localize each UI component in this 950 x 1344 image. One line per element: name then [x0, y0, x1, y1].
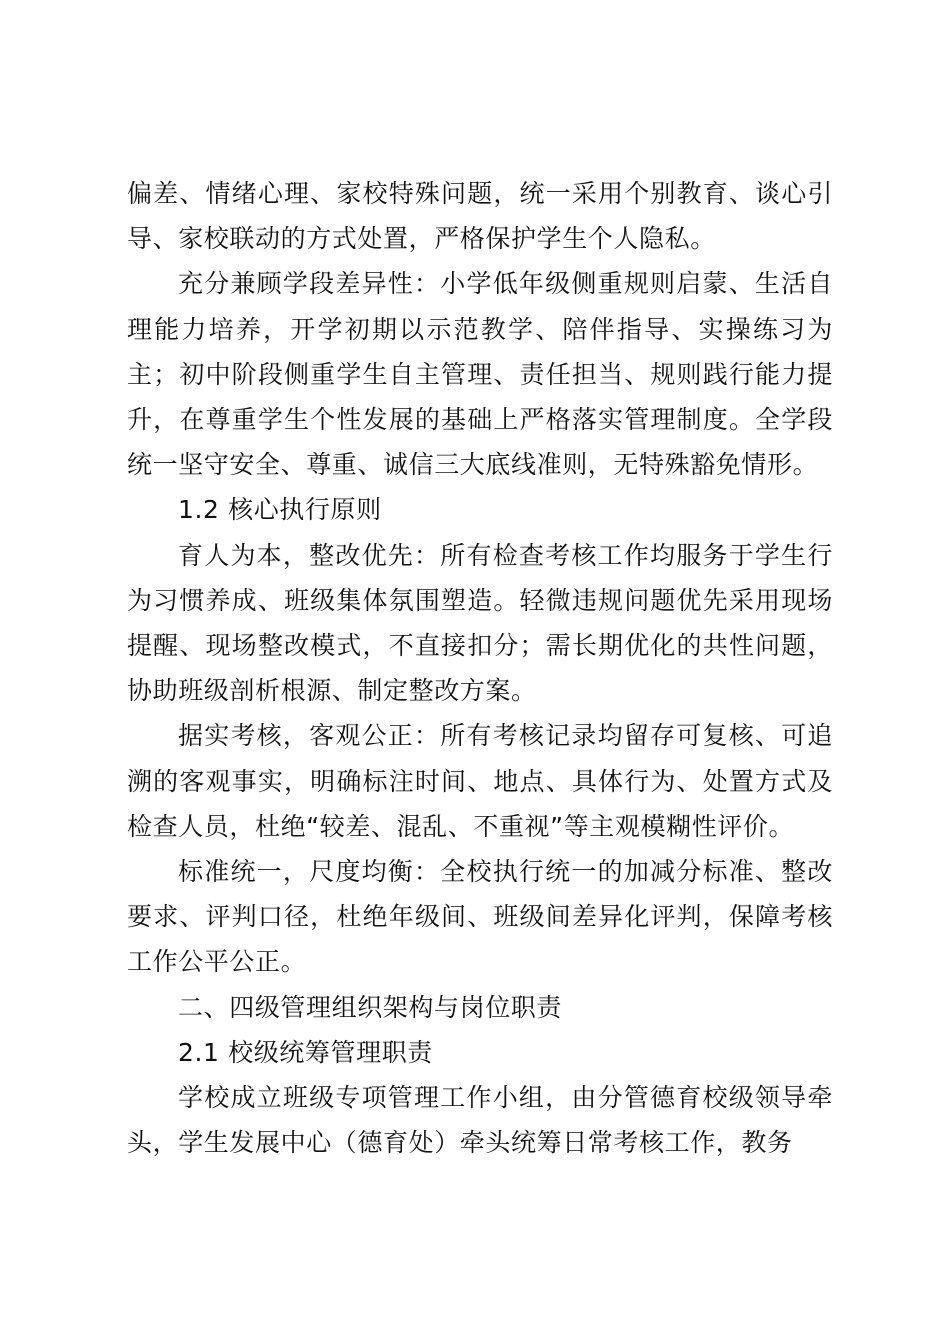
paragraph-objective-assessment: 据实考核，客观公正：所有考核记录均留存可复核、可追溯的客观事实，明确标注时间、地点、具体行为、处置方式及检查人员，杜绝“较差、混乱、不重视”等主观模糊性评价。 — [127, 721, 833, 841]
paragraph-stage-differences: 充分兼顾学段差异性：小学低年级侧重规则启蒙、生活自理能力培养，开学初期以示范教学、陪伴指导、实操练习为主；初中阶段侧重学生自主管理、责任担当、规则践行能力提升，在尊重学生个性发展的基础上严格落实管理制度。全学段统一坚守安全、尊重、诚信三大底线准则，无特殊豁免情形。 — [127, 269, 833, 480]
document-body — [127, 171, 833, 1165]
paragraph-school-working-group: 学校成立班级专项管理工作小组，由分管德育校级领导牵头，学生发展中心（德育处）牵头统筹日常考核工作，教务 — [127, 1083, 833, 1158]
paragraph-continuation: 偏差、情绪心理、家校特殊问题，统一采用个别教育、谈心引导、家校联动的方式处置，严格保护学生个人隐私。 — [127, 179, 833, 254]
section-heading-1-2: 1.2 核心执行原则 — [178, 495, 382, 525]
chapter-heading-2: 二、四级管理组织架构与岗位职责 — [178, 992, 563, 1022]
paragraph-education-first: 育人为本，整改优先：所有检查考核工作均服务于学生行为习惯养成、班级集体氛围塑造。轻微违规问题优先采用现场提醒、现场整改模式，不直接扣分；需长期优化的共性问题，协助班级剖析根源、制定整改方案。 — [127, 540, 833, 706]
section-heading-2-1: 2.1 校级统筹管理职责 — [178, 1037, 433, 1067]
paragraph-unified-standards: 标准统一，尺度均衡：全校执行统一的加减分标准、整改要求、评判口径，杜绝年级间、班级间差异化评判，保障考核工作公平公正。 — [127, 857, 833, 977]
